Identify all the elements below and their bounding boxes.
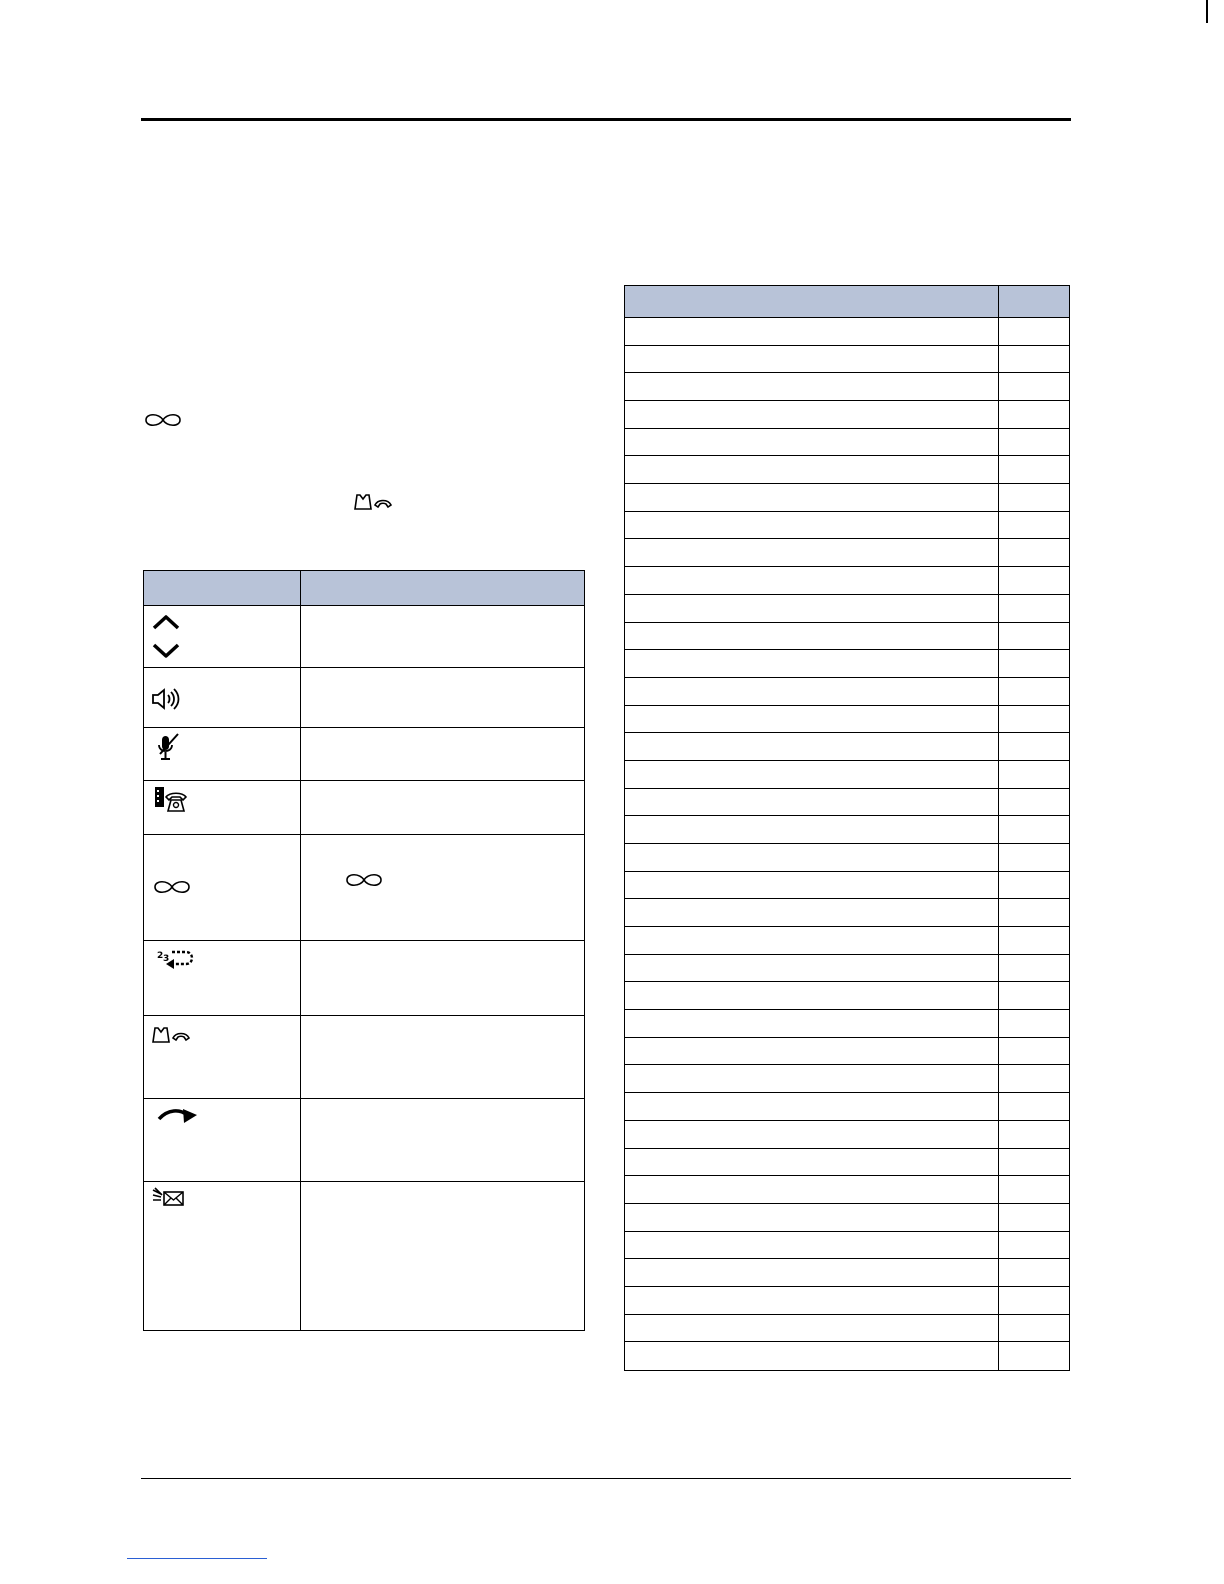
down-arrow-icon	[152, 643, 180, 659]
index-table	[624, 285, 1070, 1371]
key-table-row	[143, 1016, 585, 1099]
index-table-row	[625, 1342, 1069, 1370]
index-table-row	[625, 1038, 1069, 1066]
conference-inline-icon	[343, 870, 385, 890]
up-arrow-icon	[152, 614, 180, 630]
mute-icon	[156, 732, 182, 762]
index-table-row	[625, 429, 1069, 457]
index-table-row	[625, 733, 1069, 761]
index-table-row	[625, 789, 1069, 817]
index-table-row	[625, 678, 1069, 706]
crop-mark	[1206, 0, 1208, 23]
index-table-row	[625, 1315, 1069, 1343]
key-table-row	[143, 835, 585, 941]
conference-icon	[142, 410, 184, 430]
index-table-row	[625, 595, 1069, 623]
index-table-row	[625, 1010, 1069, 1038]
index-table-row	[625, 1093, 1069, 1121]
index-table-body	[625, 318, 1069, 1370]
index-table-row	[625, 650, 1069, 678]
key-table-row	[143, 668, 585, 728]
redial-icon	[156, 946, 198, 970]
index-table-row	[625, 539, 1069, 567]
index-table-row	[625, 318, 1069, 346]
index-table-row	[625, 1287, 1069, 1315]
index-table-row	[625, 623, 1069, 651]
index-table-row	[625, 512, 1069, 540]
index-table-header	[625, 286, 1069, 318]
svg-text:3: 3	[163, 954, 170, 964]
index-table-row	[625, 1204, 1069, 1232]
forward-icon	[156, 1105, 200, 1125]
key-table-row	[143, 728, 585, 781]
index-table-row	[625, 1176, 1069, 1204]
footer-link-underline	[127, 1558, 267, 1559]
index-table-row	[625, 872, 1069, 900]
index-table-row	[625, 899, 1069, 927]
index-table-row	[625, 1121, 1069, 1149]
index-table-row	[625, 401, 1069, 429]
speaker-icon	[151, 687, 181, 711]
index-table-row	[625, 761, 1069, 789]
index-table-row	[625, 1149, 1069, 1177]
index-table-row	[625, 816, 1069, 844]
index-table-row	[625, 706, 1069, 734]
index-table-row	[625, 1065, 1069, 1093]
svg-text:2: 2	[157, 951, 164, 961]
index-table-row	[625, 373, 1069, 401]
index-table-row	[625, 1259, 1069, 1287]
index-table-row	[625, 456, 1069, 484]
header-rule	[141, 118, 1071, 121]
hold-handset-icon	[150, 1024, 194, 1046]
index-table-row	[625, 346, 1069, 374]
message-icon	[151, 1186, 187, 1208]
index-table-row	[625, 844, 1069, 872]
transfer-phone-icon	[153, 786, 189, 814]
index-table-row	[625, 982, 1069, 1010]
key-table-row	[143, 941, 585, 1016]
index-table-row	[625, 567, 1069, 595]
key-table-row	[143, 606, 585, 668]
index-table-row	[625, 1232, 1069, 1260]
index-table-row	[625, 955, 1069, 983]
index-table-row	[625, 927, 1069, 955]
key-table-row	[143, 1182, 585, 1331]
index-table-column-divider	[998, 286, 999, 1370]
footer-rule	[141, 1478, 1071, 1479]
key-table-row	[143, 1099, 585, 1182]
key-table-row	[143, 781, 585, 835]
conference-icon	[151, 877, 193, 897]
hold-handset-icon	[352, 491, 396, 513]
index-table-row	[625, 484, 1069, 512]
key-table-header	[143, 570, 585, 606]
